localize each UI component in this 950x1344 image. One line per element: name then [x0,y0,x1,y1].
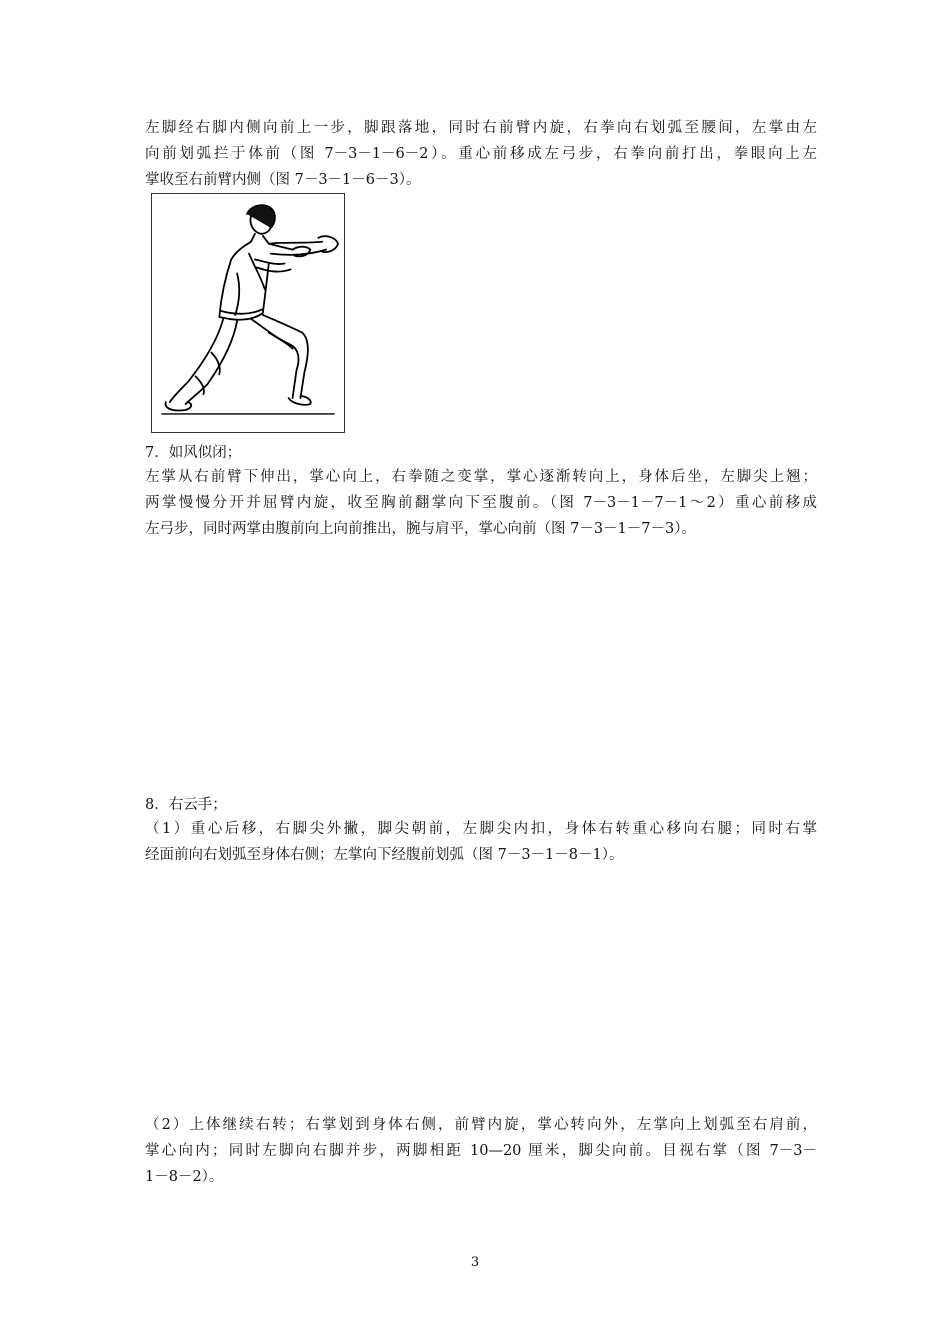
section8-part2-line-2: 掌心向内；同时左脚向右脚并步，两脚相距 10—20 厘米，脚尖向前。目视右掌（图 7－3－ [145,1143,817,1159]
section8-part1-line-2: 经面前向右划弧至身体右侧；左掌向下经腹前划弧（图 7－3－1－8－1）。 [145,847,624,863]
taichi-figure-illustration [152,194,344,432]
section6-line-3: 掌收至右前臂内侧（图 7－3－1－6－3）。 [145,172,421,188]
section7-line-3: 左弓步，同时两掌由腹前向上向前推出，腕与肩平，掌心向前（图 7－3－1－7－3）。 [145,521,696,537]
section8-part2-line-1: （2）上体继续右转；右掌划到身体右侧，前臂内旋，掌心转向外，左掌向上划弧至右肩前， [145,1117,817,1133]
section7-line-2: 两掌慢慢分开并屈臂内旋，收至胸前翻掌向下至腹前。（图 7－3－1－7－1～2）重心前移成 [145,495,817,511]
section8-part2-line-3: 1－8－2）。 [145,1169,224,1185]
section6-line-1: 左脚经右脚内侧向前上一步，脚跟落地，同时右前臂内旋，右拳向右划弧至腰间，左掌由左 [145,120,817,136]
page-number: 3 [470,1255,480,1270]
section8-heading: 8．右云手； [145,797,227,813]
section7-heading: 7．如风似闭； [145,445,242,461]
section7-line-1: 左掌从右前臂下伸出，掌心向上，右拳随之变掌，掌心逐渐转向上，身体后坐，左脚尖上翘； [145,469,817,485]
figure-frame [151,193,345,433]
section6-line-2: 向前划弧拦于体前（图 7－3－1－6－2）。重心前移成左弓步，右拳向前打出，拳眼向上左 [145,146,817,162]
section8-part1-line-1: （1）重心后移，右脚尖外撇，脚尖朝前，左脚尖内扣，身体右转重心移向右腿；同时右掌 [145,821,817,837]
